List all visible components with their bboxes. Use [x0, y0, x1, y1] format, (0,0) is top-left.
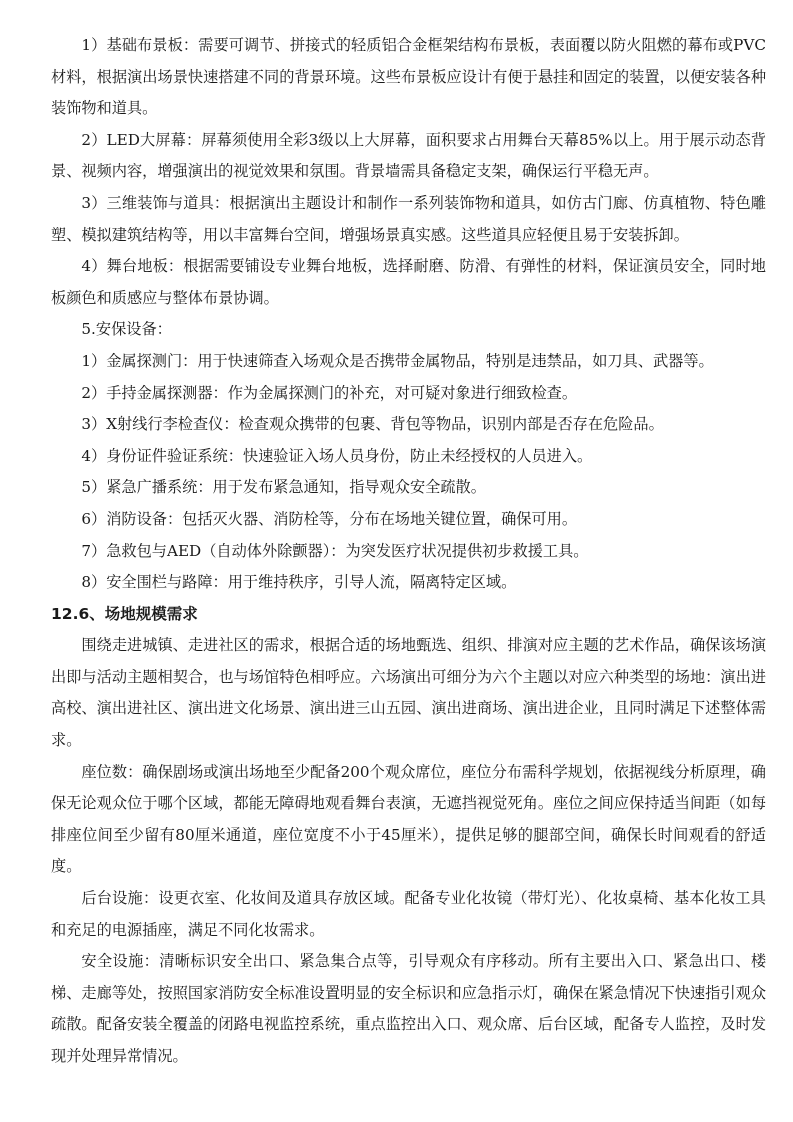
paragraph-led-screen: 2）LED大屏幕：屏幕须使用全彩3级以上大屏幕，面积要求占用舞台天幕85%以上。用于展示动态背景、视频内容，增强演出的视觉效果和氛围。背景墙需具备稳定支架，确保运行平稳无声。: [51, 130, 766, 181]
paragraph-stage-floor: 4）舞台地板：根据需要铺设专业舞台地板，选择耐磨、防滑、有弹性的材料，保证演员安全，同时地板颜色和质感应与整体布景协调。: [51, 257, 766, 307]
paragraph-id-verification: 4）身份证件验证系统：快速验证入场人员身份，防止未经授权的人员进入。: [81, 446, 593, 465]
paragraph-3d-decoration: 3）三维装饰与道具：根据演出主题设计和制作一系列装饰物和道具，如仿古门廊、仿真植物、特色雕塑、模拟建筑结构等，用以丰富舞台空间，增强场景真实感。这些道具应轻便且易于安装拆卸。: [51, 193, 766, 244]
paragraph-first-aid-aed: 7）急救包与AED（自动体外除颤器）：为突发医疗状况提供初步救援工具。: [81, 541, 589, 560]
paragraph-xray-scanner: 3）X射线行李检查仪：检查观众携带的包裹、背包等物品，识别内部是否存在危险品。: [81, 415, 664, 434]
paragraph-handheld-detector: 2）手持金属探测器：作为金属探测门的补充，对可疑对象进行细致检查。: [81, 383, 578, 402]
paragraph-metal-detector-gate: 1）金属探测门：用于快速筛查入场观众是否携带金属物品，特别是违禁品，如刀具、武器等。: [81, 351, 714, 370]
paragraph-backstage: 后台设施：设更衣室、化妆间及道具存放区域。配备专业化妆镜（带灯光）、化妆桌椅、基本化妆工具和充足的电源插座，满足不同化妆需求。: [51, 889, 766, 939]
paragraph-stage-backdrop: 1）基础布景板：需要可调节、拼接式的轻质铝合金框架结构布景板，表面覆以防火阻燃的幕布或PVC材料，根据演出场景快速搭建不同的背景环境。这些布景板应设计有便于悬挂和固定的装置，以便安装各种装饰物和道具。: [51, 36, 766, 118]
paragraph-safety-facilities: 安全设施：清晰标识安全出口、紧急集合点等，引导观众有序移动。所有主要出入口、紧急出口、楼梯、走廊等处，按照国家消防安全标准设置明显的安全标识和应急指示灯，确保在紧急情况下快速指引观众疏散。配备安装全覆盖的闭路电视监控系统，重点监控出入口、观众席、后台区域，配备专人监控，及时发现并处理异常情况。: [51, 952, 766, 1065]
paragraph-emergency-broadcast: 5）紧急广播系统：用于发布紧急通知，指导观众安全疏散。: [81, 478, 486, 497]
section-heading: 12.6、场地规模需求: [51, 604, 198, 623]
paragraph-security-title: 5.安保设备：: [81, 320, 172, 339]
paragraph-seating: 座位数：确保剧场或演出场地至少配备200个观众席位，座位分布需科学规划，依据视线分析原理，确保无论观众位于哪个区域，都能无障碍地观看舞台表演，无遮挡视觉死角。座位之间应保持适当间距（如每排座位间至少留有80厘米通道，座位宽度不小于45厘米），提供足够的腿部空间，确保长时间观看的舒适度。: [51, 762, 766, 876]
document-body: [51, 30, 766, 1073]
paragraph-venue-intro: 围绕走进城镇、走进社区的需求，根据合适的场地甄选、组织、排演对应主题的艺术作品，确保该场演出即与活动主题相契合，也与场馆特色相呼应。六场演出可细分为六个主题以对应六种类型的场地：演出进高校、演出进社区、演出进文化场景、演出进三山五园、演出进商场、演出进企业，且同时满足下述整体需求。: [51, 636, 766, 750]
paragraph-barriers: 8）安全围栏与路障：用于维持秩序，引导人流，隔离特定区域。: [81, 573, 517, 592]
paragraph-fire-equipment: 6）消防设备：包括灭火器、消防栓等，分布在场地关键位置，确保可用。: [81, 509, 578, 528]
